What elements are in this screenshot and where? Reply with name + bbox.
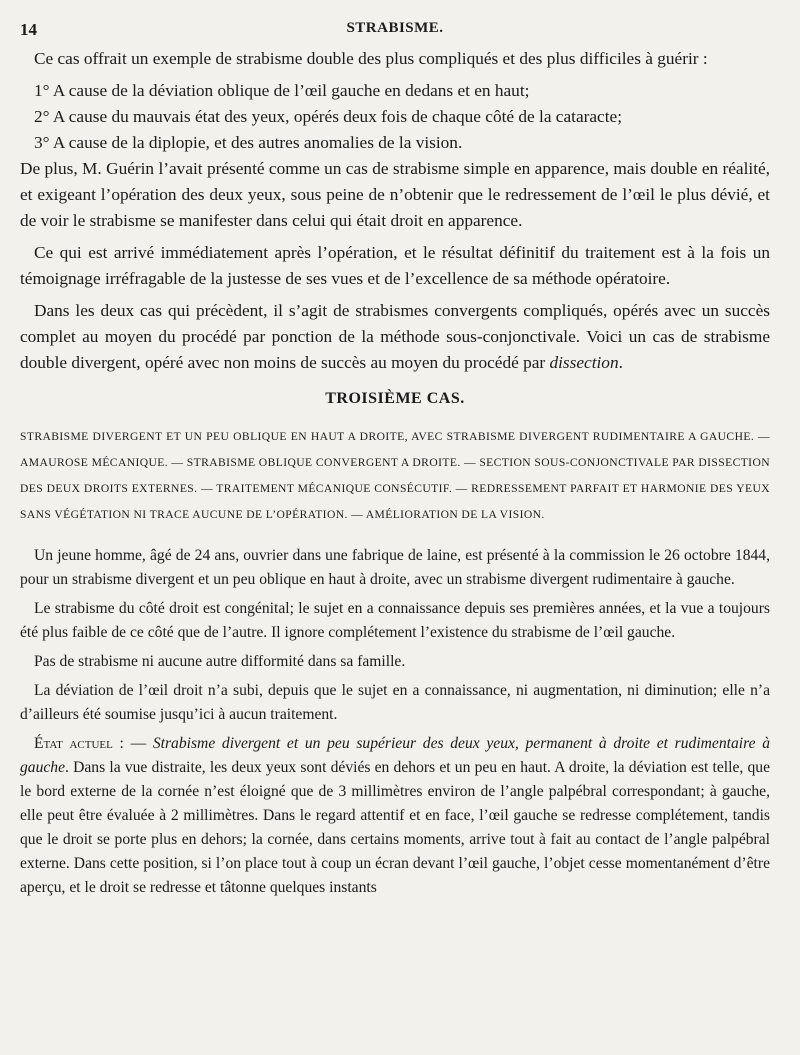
intro-paragraph-4-emphasis: dissection <box>549 353 619 372</box>
intro-paragraph-3: Ce qui est arrivé immédiatement après l’opération, et le résultat définitif du traitement est à la fois un témoignage irréfragable de la justesse de ses vues et de l’excellence de sa méthode opératoire. <box>20 243 770 288</box>
etat-actuel-label: État actuel <box>34 735 113 752</box>
running-title: STRABISME. <box>346 20 444 36</box>
intro-paragraph-4-text: Dans les deux cas qui précèdent, il s’agit de strabismes convergents compliqués, opérés avec un succès complet au moyen du procédé par ponction de la méthode sous-conjonctivale. Voici un cas de strabisme double divergent, opéré avec non moins de succès au moyen du procédé par <box>20 301 770 372</box>
cause-list <box>20 78 770 156</box>
etat-actuel-emphasis: Strabisme divergent et un peu supérieur des deux yeux, permanent à droite et rudimentaire à gauche <box>20 735 770 776</box>
intro-paragraph-1: Ce cas offrait un exemple de strabisme double des plus compliqués et des plus difficiles à guérir : <box>34 49 708 68</box>
case-paragraph-5 <box>20 732 770 900</box>
case-paragraph-2: Le strabisme du côté droit est congénital; le sujet en a connaissance depuis ses premières années, et la vue a toujours été plus faible de ce côté que de l’autre. Il ignore complétement l’existence du strabisme de l’œil gauche. <box>20 600 770 641</box>
etat-actuel-separator: : — <box>112 735 153 752</box>
running-head <box>20 16 770 46</box>
intro-paragraph-4 <box>20 298 770 376</box>
case-paragraph-1: Un jeune homme, âgé de 24 ans, ouvrier dans une fabrique de laine, est présenté à la commission le 26 octobre 1844, pour un strabisme divergent et un peu oblique en haut à droite, avec un strabisme divergent rudimentaire à gauche. <box>20 547 770 588</box>
intro-section <box>20 46 770 376</box>
etat-actuel-text: . Dans la vue distraite, les deux yeux sont déviés en dehors et un peu en haut. A droite, la déviation est telle, que le bord externe de la cornée n’est éloigné que de 3 millimètres environ de l’angle palpébral correspondant; à gauche, elle peut être évaluée à 2 millimètres. Dans le regard attentif et en face, l’œil gauche se redresse complétement, tandis que le droit se porte plus en dehors; la cornée, dans certains moments, arrive tout à fait au contact de l’angle palpébral externe. Dans cette position, si l’on place tout à coup un écran devant l’œil gauche, l’objet cesse momentanément d’être aperçu, et le droit se redresse et tâtonne quelques instants <box>20 759 770 896</box>
case-summary: STRABISME DIVERGENT ET UN PEU OBLIQUE EN HAUT A DROITE, AVEC STRABISME DIVERGENT RUDIMENTAIRE A GAUCHE. — AMAUROSE MÉCANIQUE. — STRABISME OBLIQUE CONVERGENT A DROITE. — SECTION SOUS-CONJONCTIVALE PAR DISSECTION DES DEUX DROITS EXTERNES. — TRAITEMENT MÉCANIQUE CONSÉCUTIF. — REDRESSEMENT PARFAIT ET HARMONIE DES YEUX SANS VÉGÉTATION NI TRACE AUCUNE DE L’OPÉRATION. — AMÉLIORATION DE LA VISION. <box>20 430 770 521</box>
intro-paragraph-2: De plus, M. Guérin l’avait présenté comme un cas de strabisme simple en apparence, mais double en réalité, et exigeant l’opération des deux yeux, sous peine de n’obtenir que le redressement de l’œil le plus dévié, et de voir le strabisme se manifester dans celui qui était droit en apparence. <box>20 159 770 230</box>
case-title: TROISIÈME CAS. <box>325 390 465 407</box>
intro-paragraph-4-end: . <box>618 353 623 372</box>
cause-list-item-1: 1° A cause de la déviation oblique de l’œil gauche en dedans et en haut; <box>34 81 530 100</box>
cause-list-item-3: 3° A cause de la diplopie, et des autres anomalies de la vision. <box>34 133 463 152</box>
cause-list-item-2: 2° A cause du mauvais état des yeux, opérés deux fois de chaque côté de la cataracte; <box>34 107 622 126</box>
case-paragraph-4: La déviation de l’œil droit n’a subi, depuis que le sujet en a connaissance, ni augmentation, ni diminution; elle n’a d’ailleurs été soumise jusqu’ici à aucun traitement. <box>20 682 770 723</box>
case-paragraph-3: Pas de strabisme ni aucune autre difformité dans sa famille. <box>34 653 406 670</box>
page-number: 14 <box>20 20 37 39</box>
case-section <box>20 544 770 900</box>
